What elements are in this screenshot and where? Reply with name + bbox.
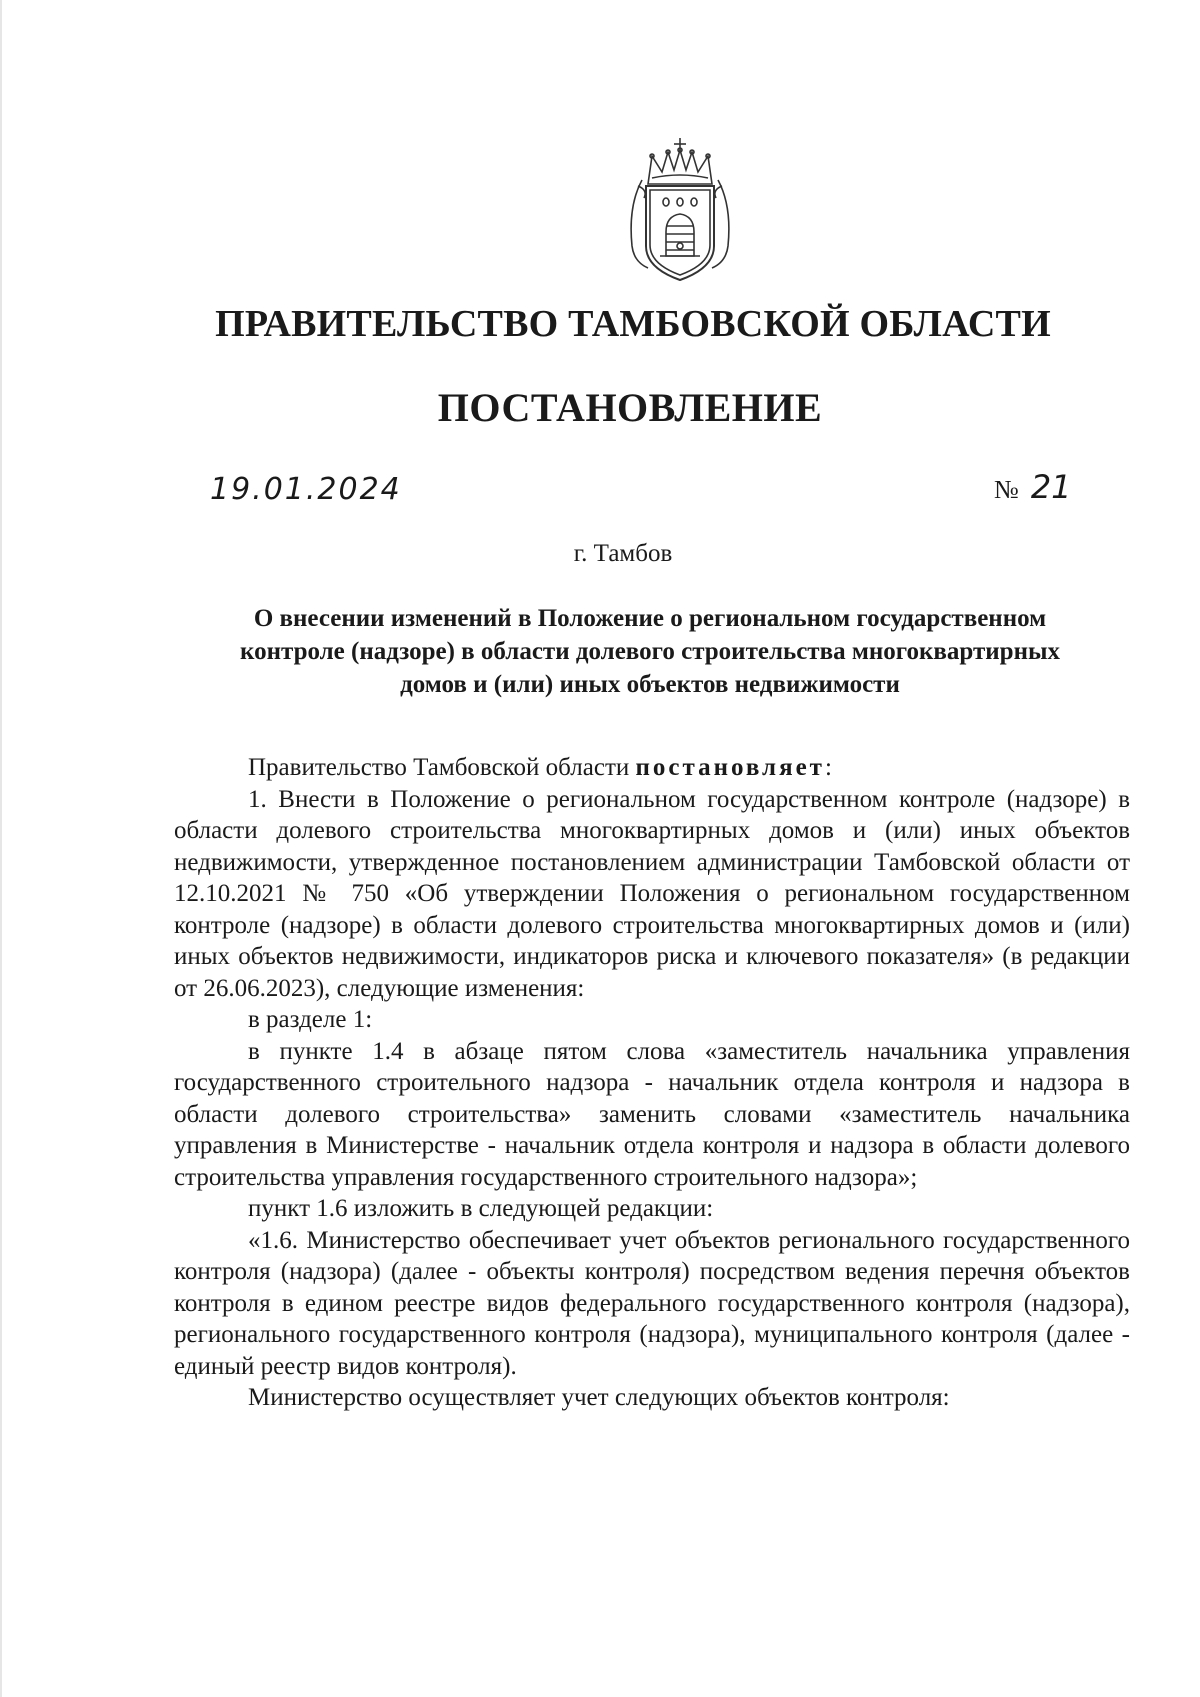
subject-line: контроле (надзоре) в области долевого строительства многоквартирных (240, 638, 1060, 665)
document-number: 21 (1030, 468, 1072, 506)
city-line: г. Тамбов (573, 540, 673, 567)
body-paragraph: Министерство осуществляет учет следующих объектов контроля: (248, 1384, 950, 1411)
government-title: ПРАВИТЕЛЬСТВО ТАМБОВСКОЙ ОБЛАСТИ (215, 303, 1051, 345)
decree-word: постановляет (635, 754, 825, 781)
document-number-block (994, 468, 1072, 506)
body-paragraph: в разделе 1: (248, 1006, 373, 1033)
body-paragraph: 1. Внести в Положение о региональном государственном контроле (надзоре) в области долевого строительства многоквартирных домов и (или) иных объектов недвижимости, утвержденное постановлением администрации Тамбовской области от 12.10.2021 № 750 «Об утверждении Положения о региональном государственном контроле (надзоре) в области долевого строительства многоквартирных домов и (или) иных объектов недвижимости, индикаторов риска и ключевого показателя» (в редакции от 26.06.2023), следующие изменения: (174, 785, 1130, 1002)
subject-line: домов и (или) иных объектов недвижимости (400, 671, 900, 698)
number-sign: № (994, 475, 1019, 504)
document-subject (170, 602, 1130, 701)
subject-line: О внесении изменений в Положение о региональном государственном (253, 605, 1047, 632)
body-paragraph: «1.6. Министерство обеспечивает учет объектов регионального государственного контроля (надзора) (далее - объекты контроля) посредством ведения перечня объектов контроля в едином реестре видов федерального государственного контроля (надзора), регионального государственного контроля (надзора), муниципального контроля (далее - единый реестр видов контроля). (174, 1226, 1130, 1380)
intro-colon: : (824, 754, 832, 781)
intro-text: Правительство Тамбовской области (248, 754, 636, 781)
body-paragraph: пункт 1.6 изложить в следующей редакции: (248, 1195, 714, 1222)
scan-edge (0, 0, 2, 1697)
document-body (174, 752, 1130, 1414)
document-date: 19.01.2024 (210, 472, 402, 507)
body-paragraph: в пункте 1.4 в абзаце пятом слова «заместитель начальника управления государственного строительного надзора - начальник отдела контроля и надзора в области долевого строительства» заменить словами «заместитель начальника управления в Министерстве - начальник отдела контроля и надзора в области долевого строительства управления государственного строительного надзора»; (174, 1037, 1130, 1191)
document-type-title: ПОСТАНОВЛЕНИЕ (437, 385, 823, 430)
intro-paragraph (174, 752, 1130, 784)
tambov-coat-of-arms-icon (618, 136, 742, 288)
